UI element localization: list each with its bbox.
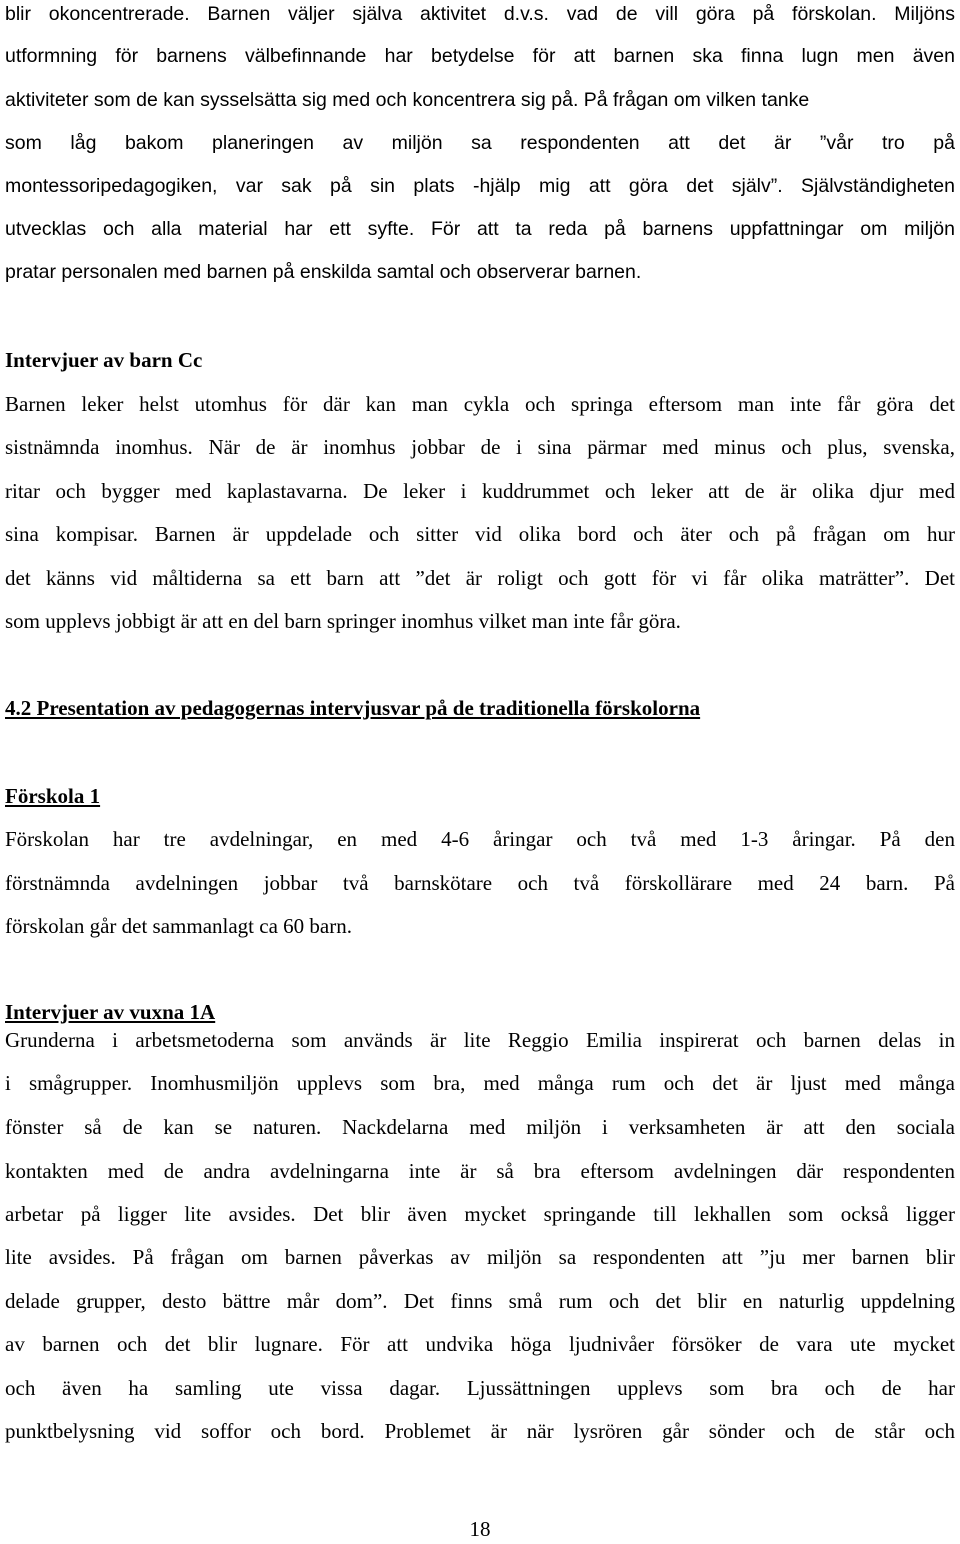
body-text-line: Förskolan har tre avdelningar, en med 4-6 åringar och två med 1-3 åringar. På den bbox=[5, 827, 955, 851]
body-text-line: arbetar på ligger lite avsides. Det blir även mycket springande till lekhallen som också ligger bbox=[5, 1202, 955, 1226]
body-text-line: som låg bakom planeringen av miljön sa respondenten att det är ”vår tro på bbox=[5, 132, 955, 154]
body-text-line: av barnen och det blir lugnare. För att undvika höga ljudnivåer försöker de vara ute mycket bbox=[5, 1332, 955, 1356]
body-text-line: i smågrupper. Inomhusmiljön upplevs som bra, med många rum och det är ljust med många bbox=[5, 1071, 955, 1095]
body-text-line: Barnen leker helst utomhus för där kan man cykla och springa eftersom man inte får göra det bbox=[5, 392, 955, 416]
body-text-line: ritar och bygger med kaplastavarna. De leker i kuddrummet och leker att de är olika djur med bbox=[5, 479, 955, 503]
body-text-line: fönster så de kan se naturen. Nackdelarna med miljön i verksamheten är att den sociala bbox=[5, 1115, 955, 1139]
body-text-line: förskolan går det sammanlagt ca 60 barn. bbox=[5, 914, 352, 938]
subsection-heading: Intervjuer av vuxna 1A bbox=[5, 1000, 216, 1024]
body-text-line: sina kompisar. Barnen är uppdelade och sitter vid olika bord och äter och på frågan om hur bbox=[5, 522, 955, 546]
body-text-line: utvecklas och alla material har ett syfte. För att ta reda på barnens uppfattningar om miljön bbox=[5, 218, 955, 240]
body-text-line: pratar personalen med barnen på enskilda samtal och observerar barnen. bbox=[5, 261, 642, 283]
page-number: 18 bbox=[469, 1517, 491, 1541]
body-text-line: sistnämnda inomhus. När de är inomhus jobbar de i sina pärmar med minus och plus, svenska, bbox=[5, 435, 955, 459]
body-text-line: montessoripedagogiken, var sak på sin plats -hjälp mig att göra det själv”. Självständigheten bbox=[5, 175, 955, 197]
body-text-line: punktbelysning vid soffor och bord. Problemet är när lysrören går sönder och de står och bbox=[5, 1419, 955, 1443]
body-text-line: blir okoncentrerade. Barnen väljer själva aktivitet d.v.s. vad de vill göra på förskolan. Miljöns bbox=[5, 3, 955, 25]
chapter-heading: 4.2 Presentation av pedagogernas intervjusvar på de traditionella förskolorna bbox=[5, 696, 701, 720]
body-text-line: aktiviteter som de kan sysselsätta sig med och koncentrera sig på. På frågan om vilken tanke bbox=[5, 89, 810, 111]
body-text-line: förstnämnda avdelningen jobbar två barnskötare och två förskollärare med 24 barn. På bbox=[5, 871, 955, 895]
body-text-line: kontakten med de andra avdelningarna inte är så bra eftersom avdelningen där respondenten bbox=[5, 1159, 955, 1183]
body-text-line: utformning för barnens välbefinnande har betydelse för att barnen ska finna lugn men även bbox=[5, 45, 955, 67]
body-text-line: som upplevs jobbigt är att en del barn springer inomhus vilket man inte får göra. bbox=[5, 609, 681, 633]
subsection-heading: Förskola 1 bbox=[5, 784, 101, 808]
body-text-line: delade grupper, desto bättre mår dom”. Det finns små rum och det blir en naturlig uppdelning bbox=[5, 1289, 955, 1313]
section-heading: Intervjuer av barn Cc bbox=[5, 348, 203, 372]
body-text-line: det känns vid måltiderna sa ett barn att ”det är roligt och gott för vi får olika maträtter”. Det bbox=[5, 566, 955, 590]
body-text-line: och även ha samling ute vissa dagar. Ljussättningen upplevs som bra och de har bbox=[5, 1376, 955, 1400]
body-text-line: lite avsides. På frågan om barnen påverkas av miljön sa respondenten att ”ju mer barnen blir bbox=[5, 1245, 955, 1269]
body-text-line: Grunderna i arbetsmetoderna som används är lite Reggio Emilia inspirerat och barnen delas in bbox=[5, 1028, 955, 1052]
